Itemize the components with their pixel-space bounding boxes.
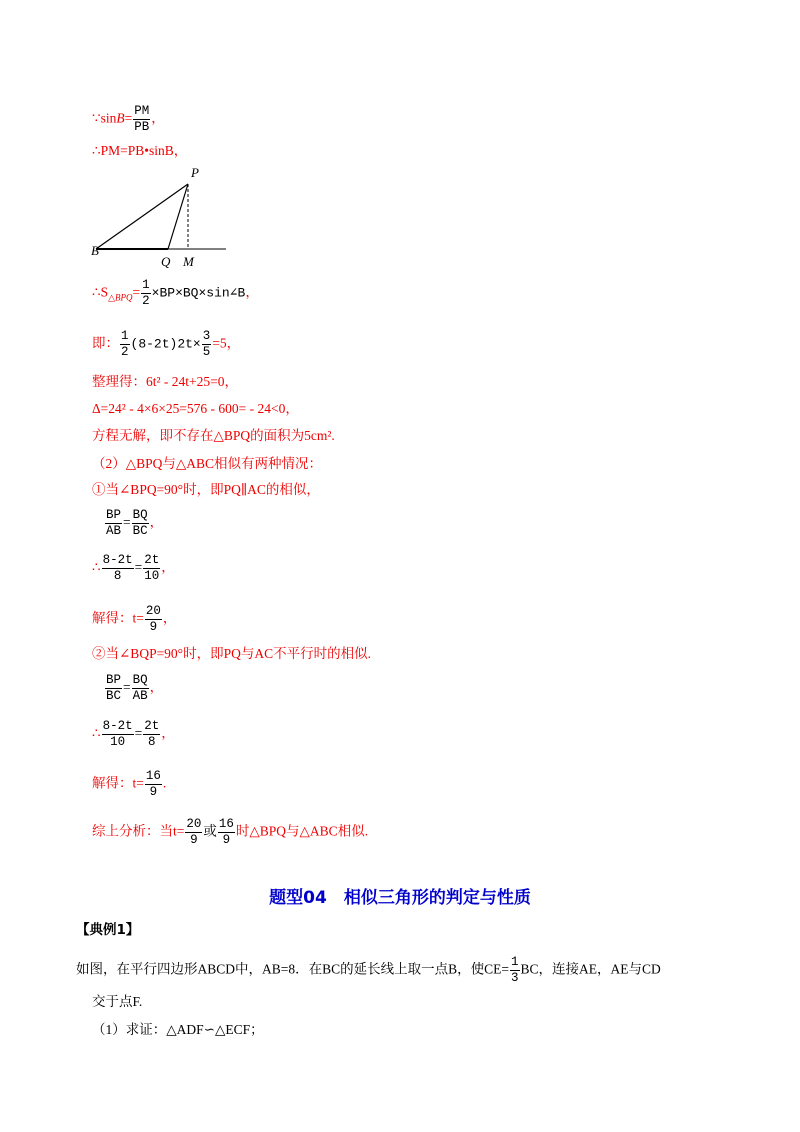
fraction-numerator: 1 (511, 955, 519, 969)
fraction-numerator: 2t (144, 553, 160, 567)
fraction-20-9 (185, 817, 202, 848)
problem-part1-text: （1）求证：△ADF∽△ECF； (92, 1022, 264, 1037)
fraction-bq-ab (132, 673, 149, 704)
equals-sign: = (124, 110, 133, 126)
comma: ， (162, 610, 177, 626)
fraction-numerator: 20 (145, 604, 161, 618)
fraction-denominator: AB (132, 689, 148, 703)
solve-text: 解得：t= (92, 610, 144, 626)
fraction-denominator: 9 (222, 833, 231, 847)
fraction-numerator: 3 (202, 329, 211, 343)
problem-text-b: BC，连接AE，AE与CD (520, 961, 661, 977)
therefore-s-text: ∴S (92, 284, 109, 300)
fraction-numerator: 16 (218, 817, 234, 831)
conclusion-line (92, 817, 368, 848)
ratio2-line (104, 673, 163, 704)
problem-line-2-text: 交于点F. (92, 994, 143, 1009)
fraction-numerator: 8-2t (102, 553, 133, 567)
part2-intro-line (92, 455, 322, 473)
comma: ， (161, 725, 175, 741)
sin-b-line (92, 104, 165, 135)
fraction-denominator: 2 (121, 345, 129, 359)
pm-formula-line (92, 142, 187, 160)
fraction-16-9 (218, 817, 235, 848)
equals-sign: = (123, 679, 131, 695)
fraction-2t-over-8 (143, 719, 160, 750)
comma: ， (149, 679, 164, 695)
fraction-2t-over-10 (143, 553, 160, 584)
label-m: M (183, 254, 194, 269)
case1-line (92, 481, 320, 499)
equals-sign: = (134, 725, 143, 741)
example-label: 【典例1】 (76, 922, 140, 938)
fraction-numerator: 20 (186, 817, 202, 831)
fraction-denominator: 9 (149, 620, 158, 634)
segment-bp (96, 184, 188, 249)
fraction-half (141, 278, 151, 309)
comma: ， (151, 110, 165, 126)
namely-text: 即： (92, 335, 119, 351)
fraction-half (120, 329, 130, 360)
fraction-numerator: 8-2t (102, 719, 133, 733)
simplified-equation-line (92, 373, 238, 391)
fraction-pm-pb (133, 104, 150, 135)
fraction-denominator: 2 (142, 294, 150, 308)
label-q: Q (161, 254, 171, 269)
fraction-numerator: BQ (132, 508, 148, 522)
problem-line-1 (76, 955, 661, 986)
fraction-one-third (510, 955, 520, 986)
fraction-denominator: 5 (202, 345, 211, 359)
equals-five: =5， (212, 335, 241, 351)
fraction-denominator: 9 (149, 785, 158, 799)
fraction-numerator: BP (106, 673, 122, 687)
fraction-denominator: 10 (110, 735, 126, 749)
fraction-numerator: BP (106, 508, 122, 522)
fraction-bp-bc (105, 673, 122, 704)
therefore-symbol: ∴ (92, 559, 101, 575)
period: . (162, 775, 167, 791)
fraction-bp-ab (105, 508, 122, 539)
solution2-line (92, 769, 166, 800)
case1-text: ①当∠BPQ=90°时，即PQ∥AC的相似， (92, 482, 320, 497)
comma: ， (245, 284, 259, 300)
solution1-line (92, 604, 176, 635)
fraction-16-9 (145, 769, 162, 800)
problem-text-a: 如图，在平行四边形ABCD中，AB=8．在BC的延长线上取一点B，使CE= (76, 961, 510, 977)
var-b: B (116, 110, 125, 126)
equation-expression: (8-2t)2t× (130, 336, 201, 352)
label-b: B (91, 243, 99, 258)
part2-intro-text: （2）△BPQ与△ABC相似有两种情况： (92, 456, 323, 471)
fraction-numerator: 16 (145, 769, 161, 783)
triangle-figure (88, 162, 233, 270)
ratio1-line (104, 508, 163, 539)
comma: ， (161, 559, 175, 575)
fraction-bq-bc (132, 508, 149, 539)
conclusion-suffix: 时△BPQ与△ABC相似. (235, 823, 369, 839)
fraction-denominator: 8 (113, 569, 122, 583)
fraction-denominator: BC (132, 524, 148, 538)
area-formula-line (92, 278, 259, 309)
fraction-denominator: 8 (147, 735, 156, 749)
fraction-denominator: BC (106, 689, 122, 703)
subscript-bpq: △BPQ (108, 292, 133, 303)
fraction-numerator: 2t (144, 719, 160, 733)
fraction-numerator: 1 (121, 329, 129, 343)
problem-part1 (92, 1021, 264, 1039)
simplified-equation-text: 整理得：6t² - 24t+25=0， (92, 374, 239, 389)
fraction-denominator: 9 (190, 833, 198, 847)
case2-line (92, 645, 371, 663)
equals-sign: = (123, 514, 131, 530)
because-sin-text: ∵sin (92, 110, 117, 126)
conclusion-prefix: 综上分析：当t= (92, 823, 185, 839)
discriminant-text: Δ=24² - 4×6×25=576 - 600= - 24<0， (92, 401, 299, 416)
discriminant-line (92, 400, 299, 418)
ratio2-sub-line (92, 719, 175, 750)
case2-text: ②当∠BQP=90°时，即PQ与AC不平行时的相似. (92, 646, 371, 661)
fraction-three-fifths (202, 329, 212, 360)
fraction-denominator: AB (106, 524, 122, 538)
no-solution-text: 方程无解，即不存在△BPQ的面积为5cm². (92, 428, 335, 443)
no-solution-line (92, 427, 335, 445)
fraction-numerator: 1 (142, 278, 150, 292)
fraction-numerator: BQ (132, 673, 148, 687)
comma: ， (149, 514, 164, 530)
therefore-symbol: ∴ (92, 725, 101, 741)
pm-formula-text: ∴PM=PB•sinB， (92, 143, 188, 158)
fraction-denominator: PB (134, 120, 150, 134)
solve-text: 解得：t= (92, 775, 144, 791)
fraction-20-9 (145, 604, 162, 635)
ratio1-sub-line (92, 553, 175, 584)
section-heading: 题型04 相似三角形的判定与性质 (269, 888, 531, 908)
equals-sign: = (134, 559, 143, 575)
fraction-8-2t-over-10 (102, 719, 134, 750)
area-expression: ×BP×BQ×sin∠B (151, 285, 246, 301)
equals-sign: = (132, 284, 141, 300)
fraction-denominator: 10 (144, 569, 160, 583)
equation-line (92, 329, 240, 360)
problem-line-2 (92, 993, 142, 1011)
segment-pq (168, 184, 188, 249)
fraction-numerator: PM (134, 104, 150, 118)
fraction-denominator: 3 (511, 971, 519, 985)
or-text: 或 (203, 823, 217, 839)
label-p: P (191, 165, 199, 180)
fraction-8-2t-over-8 (102, 553, 134, 584)
